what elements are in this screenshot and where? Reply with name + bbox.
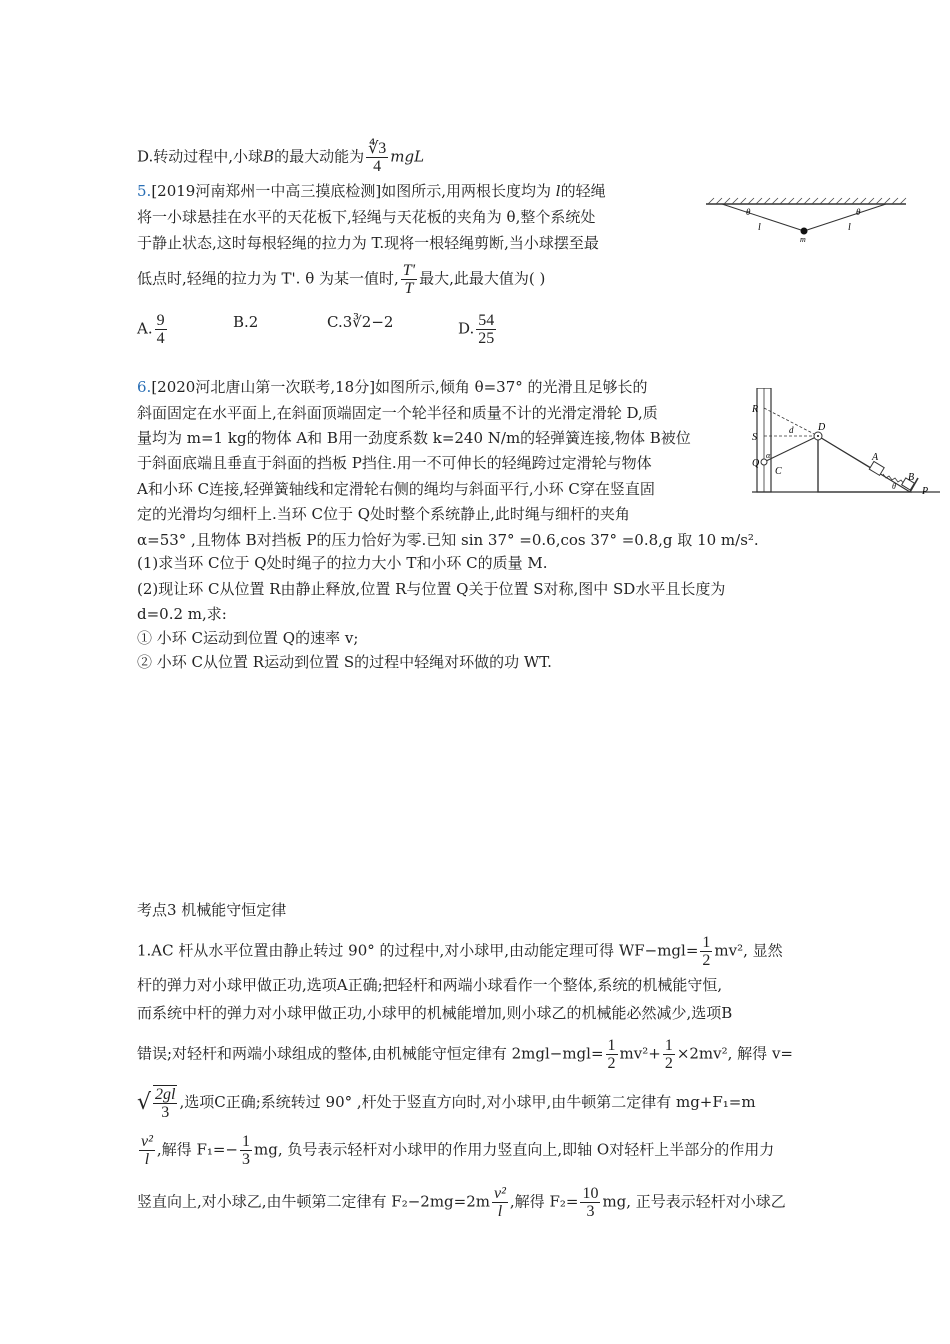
- q5-opt-d-num: 54: [478, 312, 495, 329]
- a1-sqrt-den: 3: [161, 1104, 170, 1121]
- q4-d-fraction: [366, 140, 388, 175]
- answer-line4: [137, 1037, 793, 1072]
- q5-opt-b: B.2: [233, 313, 259, 331]
- a1-half-2-den: 2: [607, 1055, 616, 1072]
- a1-line7-c: mg, 正号表示轻杆对小球乙: [602, 1192, 786, 1211]
- q5-line1-end: 的轻绳: [560, 182, 606, 200]
- a1-sqrt-sign: √: [137, 1090, 152, 1115]
- q4-d-b: B: [263, 147, 275, 166]
- q5-line4-a: 低点时,轻绳的拉力为 T'. θ 为某一值时,: [137, 269, 399, 288]
- a1-sqrt-frac: [153, 1085, 177, 1121]
- q6-fig-q: Q: [752, 458, 760, 469]
- q6-sub2-a: (2)现让环 C从位置 R由静止释放,位置 R与位置 Q关于位置 S对称,图中 SD水平且长度为: [137, 580, 726, 598]
- q5-opt-a-den: 4: [156, 330, 165, 347]
- q6-line1: [137, 377, 648, 397]
- q6-line7: α=53° ,且物体 B对挡板 P的压力恰好为零.已知 sin 37° =0.6,cos 37° =0.8,g 取 10 m/s².: [137, 531, 759, 549]
- answer-line6: [137, 1133, 774, 1168]
- q6-fig-d-label: D: [818, 422, 826, 433]
- q5-line1: [137, 181, 606, 201]
- q5-opt-a-frac: [155, 312, 167, 347]
- q6-fig-c: C: [775, 466, 782, 477]
- q5-options: [137, 312, 169, 347]
- q5-opt-d-frac: [476, 312, 496, 347]
- q5-opt-a-num: 9: [156, 312, 165, 329]
- a1-line6-b: mg, 负号表示轻杆对小球甲的作用力竖直向上,即轴 O对轻杆上半部分的作用力: [254, 1140, 775, 1159]
- q6-line5: A和小环 C连接,轻弹簧轴线和定滑轮右侧的绳均与斜面平行,小环 C穿在竖直固: [137, 480, 655, 498]
- q5-ratio-fraction: [401, 262, 417, 297]
- q6-line3: 量均为 m=1 kg的物体 A和 B用一劲度系数 k=240 N/m的轻弹簧连接,物体 B被位: [137, 429, 691, 447]
- q5-fig-l-left: l: [758, 222, 761, 233]
- a1-v2-over-l-2: [492, 1185, 508, 1220]
- a1-v2-den: l: [144, 1151, 150, 1168]
- a1-line1-a: 1.AC 杆从水平位置由静止转过 90° 的过程中,对小球甲,由动能定理可得 WF−mgl=: [137, 941, 699, 960]
- q6-sub1: (1)求当环 C位于 Q处时绳子的拉力大小 T和小环 C的质量 M.: [137, 554, 548, 572]
- q6-fig-a: A: [872, 452, 879, 463]
- q5-opt-c: C.3∛2−2: [327, 313, 394, 331]
- a1-v2-over-l: [139, 1133, 155, 1168]
- a1-sqrt-num: 2gl: [155, 1086, 176, 1103]
- a1-v2-num-2: v²: [494, 1185, 506, 1202]
- q6-sub2-b: d=0.2 m,求:: [137, 605, 227, 623]
- q5-opt-d-den: 25: [478, 330, 495, 347]
- q5-ball: [801, 228, 808, 235]
- answer-line5: [137, 1085, 756, 1121]
- q5-opt-d-wrap: [458, 312, 498, 347]
- q6-fig-d: d: [789, 425, 794, 435]
- q4-d-den: 4: [373, 158, 382, 175]
- a1-line4-c: ×2mv², 解得 v=: [676, 1044, 793, 1063]
- a1-half-3-num: 1: [664, 1037, 673, 1054]
- q5-source: [2019河南郑州一中高三摸底检测]如图所示,用两根长度均为: [151, 182, 551, 200]
- a1-half-3: [663, 1037, 675, 1072]
- q6-line4: 于斜面底端且垂直于斜面的挡板 P挡住.用一不可伸长的轻绳跨过定滑轮与物体: [137, 454, 652, 472]
- q6-line1-text: [2020河北唐山第一次联考,18分]如图所示,倾角 θ=37° 的光滑且足够长的: [151, 378, 648, 396]
- q5-opt-a: A.: [137, 319, 153, 338]
- a1-ten-thirds-num: 10: [582, 1185, 599, 1202]
- a1-one-third: [240, 1133, 252, 1168]
- a1-half-3-den: 2: [664, 1055, 673, 1072]
- answer-section-title: 考点3 机械能守恒定律: [137, 901, 287, 919]
- q6-line6: 定的光滑均匀细杆上.当环 C位于 Q处时整个系统静止,此时绳与细杆的夹角: [137, 505, 630, 523]
- a1-line6-a: ,解得 F₁=−: [156, 1140, 239, 1159]
- a1-line7-a: 竖直向上,对小球乙,由牛顿第二定律有 F₂−2mg=2m: [137, 1192, 490, 1211]
- q6-fig-s: S: [752, 432, 757, 443]
- a1-one-third-num: 1: [242, 1133, 251, 1150]
- q6-fig-p: P: [922, 486, 929, 497]
- q5-fig-l-right: l: [848, 222, 851, 233]
- q5-opt-d: D.: [458, 319, 475, 338]
- q6-number: 6.: [137, 378, 152, 396]
- a1-ten-thirds: [580, 1185, 600, 1220]
- a1-line7-b: ,解得 F₂=: [509, 1192, 579, 1211]
- a1-line4-b: mv²+: [619, 1044, 661, 1063]
- q4-d-prefix: D.转动过程中,小球: [137, 147, 264, 166]
- a1-line5-b: ,选项C正确;系统转过 90° ,杆处于竖直方向时,对小球甲,由牛顿第二定律有 mg+F₁=m: [179, 1093, 756, 1111]
- q5-figure: [702, 196, 908, 244]
- q6-fig-r: R: [752, 404, 759, 415]
- q5-number: 5.: [137, 182, 152, 200]
- answer-line1: [137, 934, 783, 969]
- q5-line4: [137, 262, 545, 297]
- q5-line3: 于静止状态,这时每根轻绳的拉力为 T.现将一根轻绳剪断,当小球摆至最: [137, 234, 599, 252]
- q6-fig-alpha: α: [766, 451, 771, 460]
- a1-v2-den-2: l: [497, 1203, 503, 1220]
- q6-fig-b: B: [908, 472, 915, 483]
- q5-line2: 将一小球悬挂在水平的天花板下,轻绳与天花板的夹角为 θ,整个系统处: [137, 208, 596, 226]
- q5-line4-b: 最大,此最大值为( ): [419, 269, 546, 288]
- a1-line3: 而系统中杆的弹力对小球甲做正功,小球甲的机械能增加,则小球乙的机械能必然减少,选项B: [137, 1004, 733, 1022]
- q6-line2: 斜面固定在水平面上,在斜面顶端固定一个轮半径和质量不计的光滑定滑轮 D,质: [137, 404, 658, 422]
- a1-line1-b: mv², 显然: [714, 941, 783, 960]
- q6-figure: [752, 388, 940, 506]
- q4-option-d: [137, 140, 424, 175]
- q6-fig-theta: θ: [892, 482, 896, 491]
- q5-fig-theta-right: θ: [856, 207, 861, 217]
- q5-ratio-den: T: [404, 280, 414, 297]
- q6-sub2-2: ② 小环 C从位置 R运动到位置 S的过程中轻绳对环做的功 WT.: [137, 653, 552, 671]
- q5-ratio-num: T': [402, 262, 416, 279]
- q4-d-suffix: mgL: [390, 147, 425, 166]
- q6-block-a: [869, 461, 884, 475]
- a1-one-third-den: 3: [242, 1151, 251, 1168]
- q5-l: l: [555, 182, 561, 200]
- a1-half-1: [700, 934, 712, 969]
- a1-v2-num: v²: [141, 1133, 153, 1150]
- a1-ten-thirds-den: 3: [586, 1203, 595, 1220]
- a1-half-2-num: 1: [607, 1037, 616, 1054]
- a1-half-1-den: 2: [702, 952, 711, 969]
- a1-half-1-num: 1: [702, 934, 711, 951]
- q4-d-num: ∜3: [368, 140, 387, 157]
- a1-half-2: [606, 1037, 618, 1072]
- q4-d-mid: 的最大动能为: [274, 147, 365, 166]
- a1-line2: 杆的弹力对小球甲做正功,选项A正确;把轻杆和两端小球看作一个整体,系统的机械能守恒,: [137, 976, 723, 994]
- answer-line7: [137, 1185, 786, 1220]
- q5-fig-m: m: [800, 235, 806, 244]
- q5-fig-theta-left: θ: [746, 207, 751, 217]
- a1-line4-a: 错误;对轻杆和两端小球组成的整体,由机械能守恒定律有 2mgl−mgl=: [137, 1044, 604, 1063]
- q6-sub2-1: ① 小环 C运动到位置 Q的速率 v;: [137, 629, 359, 647]
